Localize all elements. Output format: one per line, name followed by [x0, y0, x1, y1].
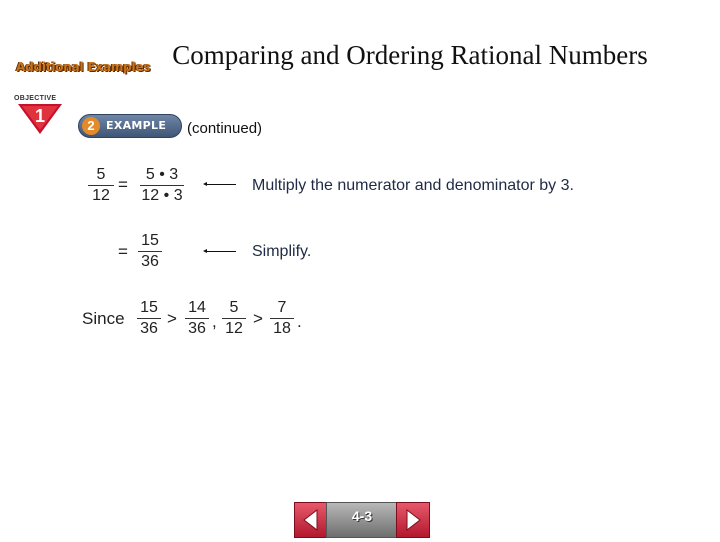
- fraction-bar: [270, 318, 294, 319]
- fraction-denominator: 12: [225, 320, 243, 337]
- fraction-numerator: 5 • 3: [145, 166, 179, 183]
- example-number: 2: [82, 117, 100, 135]
- fraction-5-12: [222, 299, 246, 338]
- fraction-bar: [140, 185, 184, 186]
- page-title: Comparing and Ordering Rational Numbers: [172, 40, 648, 70]
- previous-button[interactable]: [294, 502, 328, 538]
- fraction-bar: [138, 251, 162, 252]
- multiply-note: Multiply the numerator and denominator by 3.: [252, 177, 574, 194]
- fraction-bar: [222, 318, 246, 319]
- continued-label: (continued): [187, 120, 263, 137]
- fraction-5-12: [88, 166, 114, 205]
- fraction-5x3-12x3: [140, 166, 184, 205]
- left-arrow-icon: [206, 251, 236, 252]
- simplify-note: Simplify.: [252, 243, 312, 260]
- left-arrow-icon: [206, 184, 236, 185]
- fraction-bar: [88, 185, 114, 186]
- fraction-denominator: 12 • 3: [141, 187, 183, 204]
- objective-label: OBJECTIVE: [14, 95, 57, 102]
- fraction-numerator: 15: [140, 299, 158, 316]
- fraction-denominator: 36: [141, 253, 159, 270]
- fraction-bar: [185, 318, 209, 319]
- fraction-15-36: [138, 232, 162, 271]
- fraction-numerator: 14: [188, 299, 206, 316]
- objective-number-icon: [18, 104, 62, 134]
- additional-examples-badge: Additional Examples: [16, 60, 151, 74]
- fraction-bar: [137, 318, 161, 319]
- fraction-denominator: 36: [140, 320, 158, 337]
- fraction-15-36: [137, 299, 161, 338]
- fraction-denominator: 12: [92, 187, 110, 204]
- objective-number: 1: [34, 106, 46, 126]
- example-word: EXAMPLE: [106, 119, 167, 132]
- period: .: [297, 312, 302, 331]
- fraction-numerator: 5: [229, 299, 239, 316]
- comma: ,: [212, 312, 217, 331]
- fraction-7-18: [270, 299, 294, 338]
- greater-than-sign: >: [253, 309, 263, 328]
- fraction-numerator: 5: [96, 166, 106, 183]
- lesson-button[interactable]: [326, 502, 398, 538]
- fraction-14-36: [185, 299, 209, 338]
- fraction-denominator: 18: [273, 320, 291, 337]
- left-triangle-icon: [295, 503, 327, 537]
- fraction-numerator: 15: [141, 232, 159, 249]
- greater-than-sign: >: [167, 309, 177, 328]
- equals-sign: =: [118, 175, 128, 194]
- right-triangle-icon: [397, 503, 429, 537]
- since-label: Since: [82, 309, 125, 328]
- lesson-label: 4-3: [351, 508, 373, 524]
- equals-sign: =: [118, 242, 128, 261]
- next-button[interactable]: [396, 502, 430, 538]
- fraction-numerator: 7: [277, 299, 287, 316]
- lesson-navigation: [294, 502, 430, 538]
- example-badge: [78, 114, 182, 138]
- fraction-denominator: 36: [188, 320, 206, 337]
